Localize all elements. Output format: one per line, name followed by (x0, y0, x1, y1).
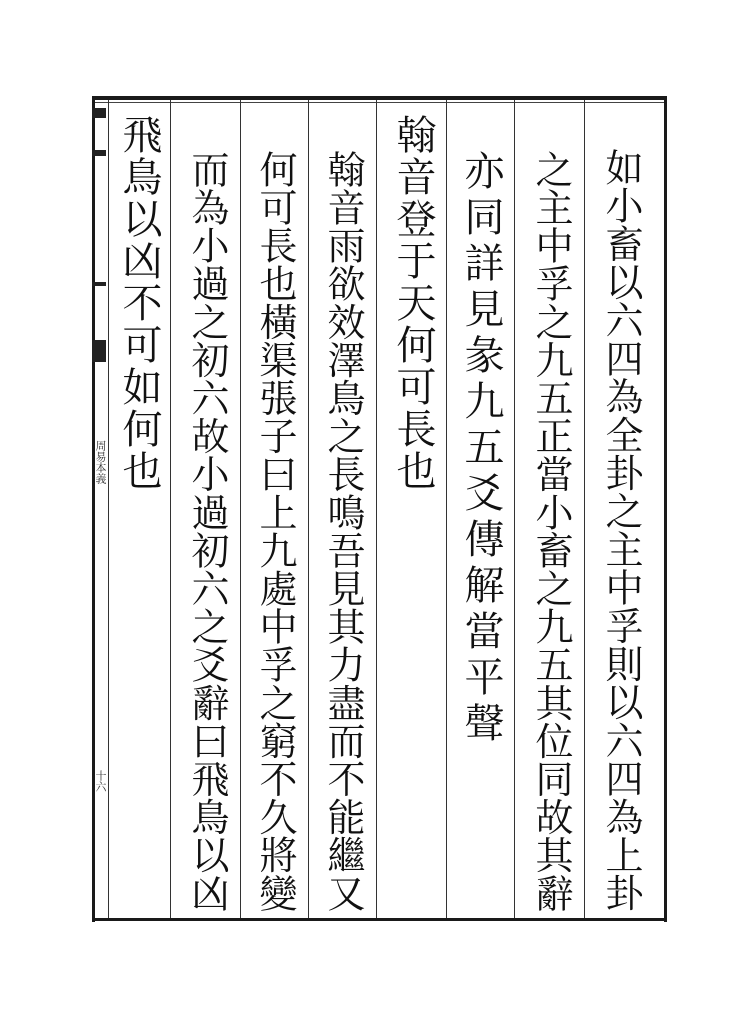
text-column-1: 如小畜以六四為全卦之主中孚則以六四為上卦 (599, 148, 643, 912)
margin-mark (92, 340, 106, 362)
column-divider (240, 100, 241, 918)
column-divider (108, 100, 109, 918)
margin-mark (92, 150, 106, 156)
margin-mark (92, 282, 106, 286)
column-divider (170, 100, 171, 918)
margin-mark (92, 108, 106, 118)
column-divider (446, 100, 447, 918)
text-column-5: 翰音雨欲效澤鳥之長鳴吾見其力盡而不能繼又 (321, 150, 365, 912)
fold-page-number: 十六 (94, 770, 107, 792)
column-divider (584, 100, 585, 918)
text-column-2: 之主中孚之九五正當小畜之九五其位同故其辭 (529, 150, 573, 912)
frame-right-rule (664, 96, 667, 922)
text-column-3: 亦同詳見彖九五爻傳解當平聲 (458, 150, 504, 748)
fold-book-title: 周易本義 (94, 440, 107, 484)
text-column-8: 飛鳥以凶不可如何也 (116, 114, 162, 492)
column-divider (376, 100, 377, 918)
text-column-4: 翰音登于天何可長也 (390, 114, 436, 492)
text-column-7: 而為小過之初六故小過初六之爻辭曰飛鳥以凶 (185, 150, 229, 912)
text-column-6: 何可長也橫渠張子曰上九處中孚之窮不久將變 (253, 150, 297, 912)
frame-top-rule (92, 96, 667, 100)
frame-bottom-rule (92, 918, 667, 921)
frame-left-rule (92, 96, 95, 922)
column-divider (514, 100, 515, 918)
frame-top-inner-rule (92, 102, 667, 103)
column-divider (308, 100, 309, 918)
